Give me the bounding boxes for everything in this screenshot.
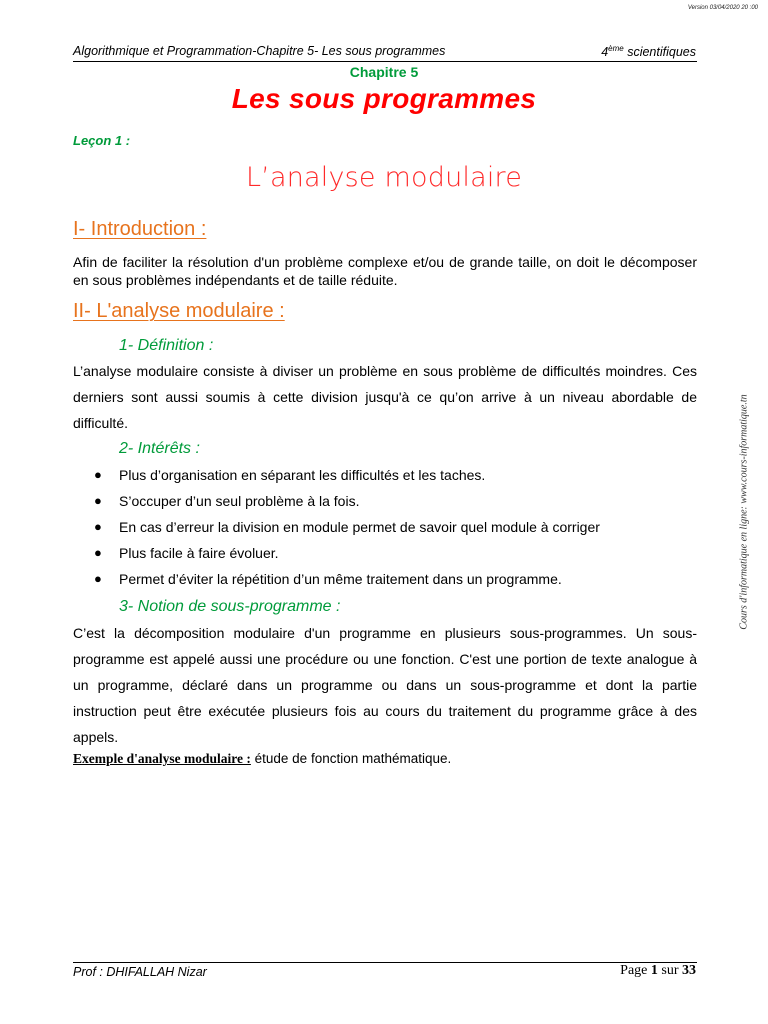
class-name: scientifiques: [623, 45, 696, 60]
header-divider: [73, 61, 697, 62]
list-item-text: En cas d’erreur la division en module permet de savoir quel module à corriger: [119, 519, 600, 535]
running-header-class: [601, 44, 696, 59]
list-item: [92, 488, 697, 514]
list-item-text: S’occuper d’un seul problème à la fois.: [119, 493, 360, 509]
interets-list: [92, 462, 697, 592]
class-number-suffix: ème: [608, 44, 624, 53]
bullet-icon: ●: [94, 493, 102, 508]
class-number: 4: [601, 45, 609, 60]
lesson-label: Leçon 1 :: [73, 133, 131, 148]
list-item: [92, 462, 697, 488]
definition-heading: 1- Définition :: [119, 337, 214, 354]
example-line: [73, 751, 451, 767]
section-modular-analysis-heading-text: II- L'analyse modulaire :: [73, 300, 285, 322]
example-label: Exemple d'analyse modulaire :: [73, 751, 251, 766]
list-item-text: Plus facile à faire évoluer.: [119, 545, 279, 561]
bullet-icon: ●: [94, 519, 102, 534]
notion-paragraph: C’est la décomposition modulaire d'un programme en plusieurs sous-programmes. Un sous-programme est appelé aussi une procédure ou une fonction. C'est une portion de texte analogue à un programme, déclaré dans un programme ou dans un sous-programme et dont la partie instruction peut être exécutée plusieurs fois au cours du traitement du programme grâce à des appels.: [73, 625, 697, 745]
running-header-title: Algorithmique et Programmation-Chapitre 5- Les sous programmes: [73, 44, 446, 58]
page-of-word: sur: [657, 963, 682, 978]
lesson-title: L’analyse modulaire: [245, 162, 523, 193]
section-introduction-heading-text: I- Introduction :: [73, 218, 207, 240]
bullet-icon: ●: [94, 545, 102, 560]
bullet-icon: ●: [94, 467, 102, 482]
page-word: Page: [620, 963, 651, 978]
footer-divider: [73, 962, 697, 963]
section-modular-analysis-heading: [73, 300, 285, 323]
introduction-paragraph: Afin de faciliter la résolution d'un problème complexe et/ou de grande taille, on doit le décomposer en sous problèmes indépendants et de taille réduite.: [73, 254, 697, 288]
version-stamp: Version 03/04/2020 20 :00: [687, 5, 758, 11]
chapter-title: Les sous programmes: [231, 83, 537, 114]
list-item-text: Plus d’organisation en séparant les difficultés et les taches.: [119, 467, 486, 483]
footer-author: Prof : DHIFALLAH Nizar: [73, 965, 207, 979]
page-current: 1: [650, 963, 658, 978]
list-item: [92, 540, 697, 566]
website-sidenote: Cours d'informatique en ligne: www.cours-informatique.tn: [738, 394, 750, 630]
definition-paragraph: L’analyse modulaire consiste à diviser un problème en sous problème de difficultés moindres. Ces derniers sont aussi soumis à cette division jusqu'à ce qu’on arrive à un niveau abordable de difficulté.: [73, 363, 697, 431]
interets-heading: 2- Intérêts :: [119, 440, 200, 457]
page-total: 33: [682, 963, 696, 978]
chapter-label: Chapitre 5: [349, 64, 419, 80]
notion-heading: 3- Notion de sous-programme :: [119, 598, 341, 615]
section-introduction-heading: [73, 218, 206, 241]
page-number: [620, 963, 696, 979]
example-text: étude de fonction mathématique.: [250, 751, 452, 766]
list-item: [92, 514, 697, 540]
bullet-icon: ●: [94, 571, 102, 586]
list-item-text: Permet d’éviter la répétition d’un même traitement dans un programme.: [119, 571, 562, 587]
list-item: [92, 566, 697, 592]
